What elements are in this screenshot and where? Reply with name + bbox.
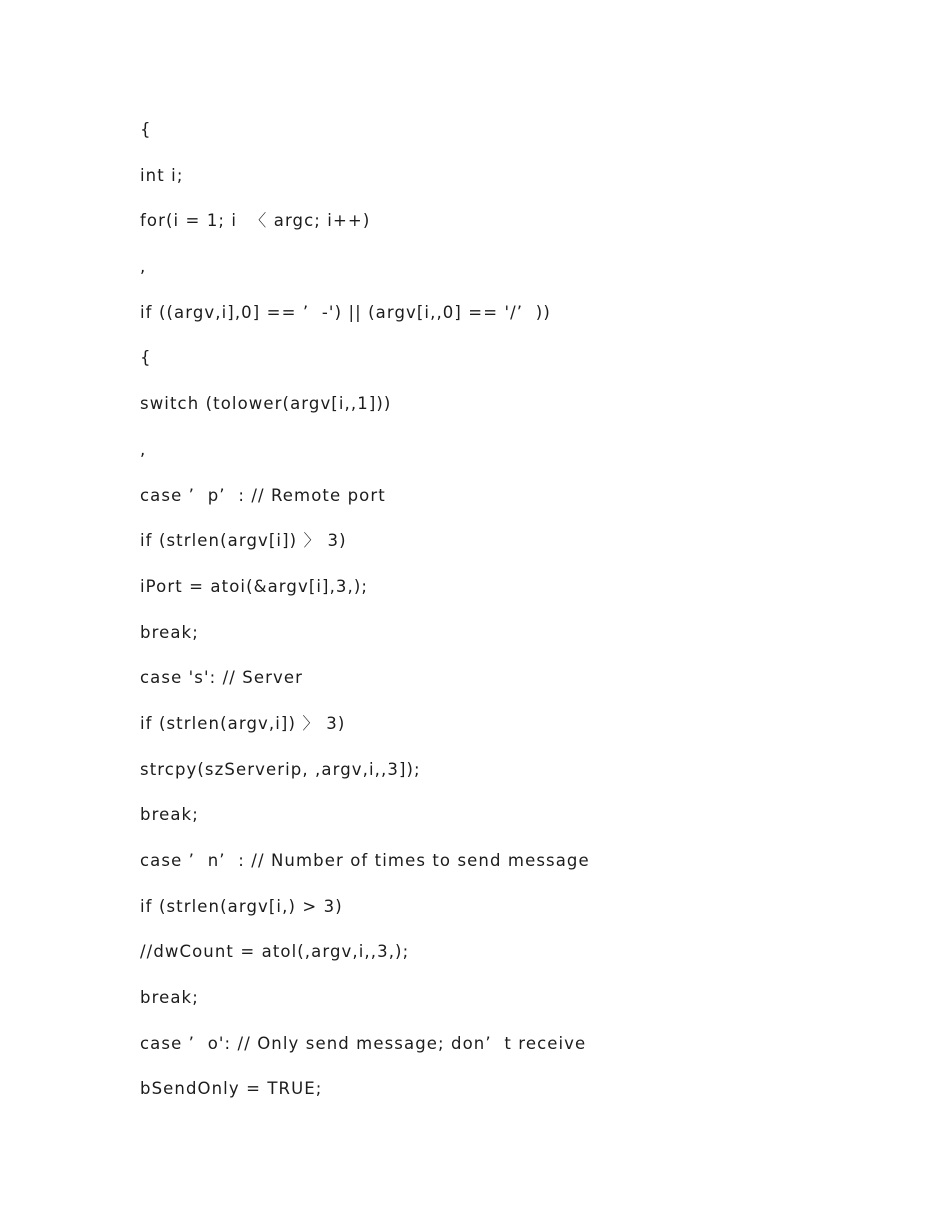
code-listing [140,113,900,1118]
code-line: case 's': // Server [140,668,304,688]
code-line: switch (tolower(argv[i,,1])) [140,394,392,414]
code-line: case ’ n’ : // Number of times to send message [140,851,590,870]
code-line: for(i = 1; i 〈 argc; i++) [140,211,371,231]
code-line: case ’ p’ : // Remote port [140,485,386,505]
code-line: case ’ o': // Only send message; don’ t receive [140,1033,587,1053]
code-line: break; [140,622,199,642]
code-line: if (strlen(argv[i]) 〉 3) [140,531,347,551]
code-line: { [140,120,152,139]
code-line: break; [140,805,199,825]
code-line: int i; [140,165,184,185]
code-line: break; [140,988,199,1008]
code-line: , [140,257,147,277]
code-line: if (strlen(argv[i,) > 3) [140,896,343,916]
code-line: , [140,439,147,459]
code-line: iPort = atoi(&argv[i],3,); [140,576,369,596]
code-line: //dwCount = atol(,argv,i,,3,); [140,942,410,962]
code-line: if ((argv,i],0] == ’ -') || (argv[i,,0] == '/’ )) [140,302,551,322]
code-line: strcpy(szServerip, ,argv,i,,3]); [140,759,421,779]
code-line: bSendOnly = TRUE; [140,1079,323,1099]
code-line: if (strlen(argv,i]) 〉 3) [140,713,346,733]
code-line: { [140,348,152,368]
